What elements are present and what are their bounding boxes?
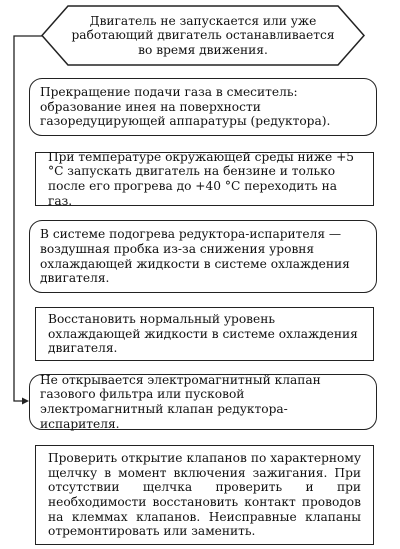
cause-node-1 [29, 78, 377, 136]
problem-node [28, 5, 378, 66]
cause-node-2 [29, 220, 377, 293]
remedy-text-2: Восстановить нормальный уровень охлаждающей жидкости в системе охлаждения двигателя. [48, 312, 358, 356]
connector-arrowhead [22, 398, 29, 405]
cause-node-3 [29, 374, 377, 430]
remedy-node-1 [35, 149, 374, 208]
cause-text-2: В системе подогрева редуктора-испарителя — воздушная пробка из-за снижения уровня охлаждающей жидкости в системе охлаждения двигателя. [40, 227, 350, 286]
cause-text-1: Прекращение подачи газа в смеситель: образование инея на поверхности газоредуцирующей аппаратуры (редуктора). [40, 85, 331, 129]
remedy-text-1: При температуре окружающей среды ниже +5 °С запускать двигатель на бензине и только после его прогрева до +40 °С переходить на газ. [48, 149, 355, 208]
remedy-node-2 [35, 307, 374, 361]
remedy-text-3: Проверить открытие клапанов по характерному щелчку в момент включения зажигания. При отсутствии щелчка проверить и при необходимости восстановить контакт проводов на клеммах клапанов. Неисправные клапаны отремонтировать или заменить. [48, 451, 361, 539]
cause-text-3: Не открывается электромагнитный клапан газового фильтра или пусковой электромагнитный клапан редуктора-испарителя. [40, 372, 321, 431]
remedy-node-3 [35, 445, 374, 545]
problem-text: Двигатель не запускается или уже работающий двигатель останавливается во время движения. [71, 13, 335, 57]
